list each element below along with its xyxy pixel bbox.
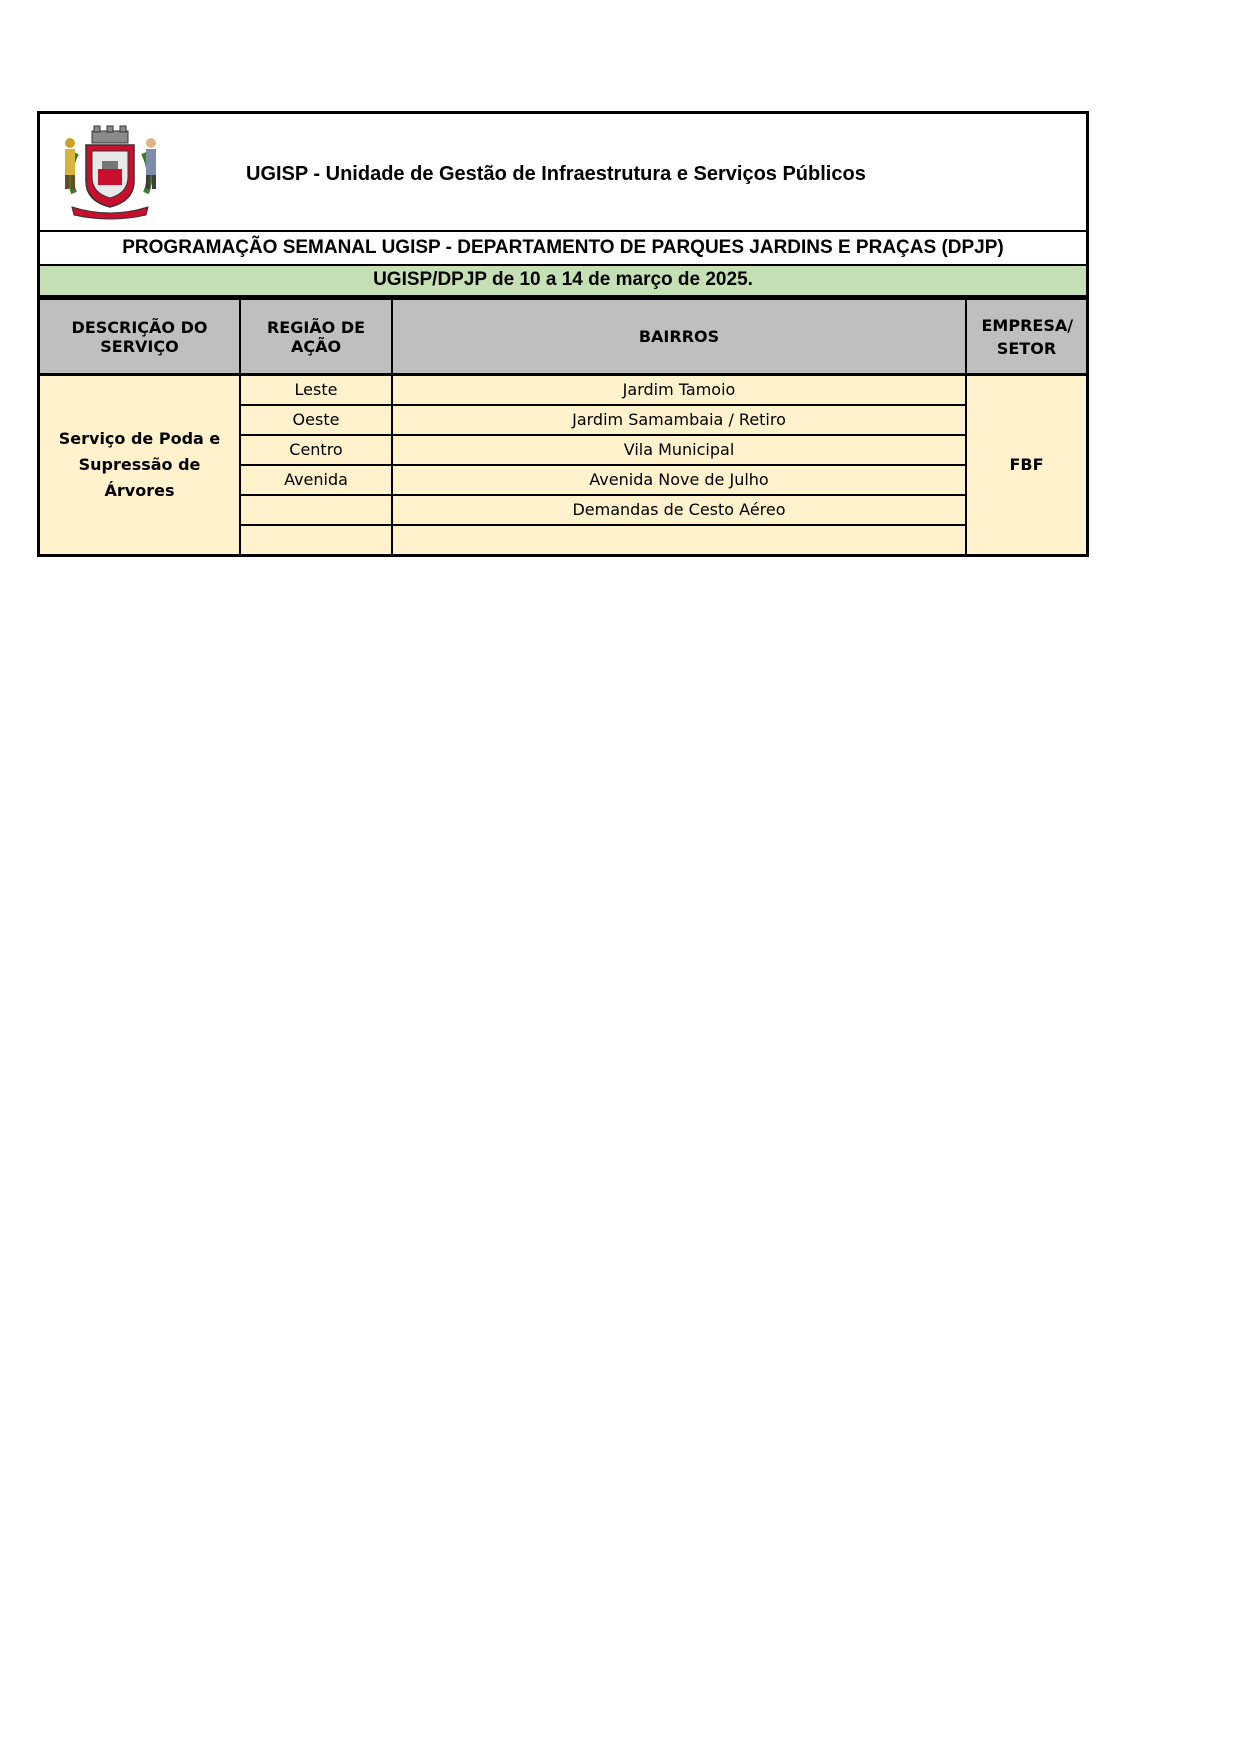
schedule-sheet [37,111,1089,557]
company-cell: FBF [966,375,1086,555]
neighborhood-cell: Avenida Nove de Julho [392,465,966,495]
neighborhood-cell: Jardim Samambaia / Retiro [392,405,966,435]
service-description: Serviço de Poda e Supressão de Árvores [40,375,240,555]
column-header-company [966,299,1086,375]
column-header-service: DESCRIÇÃO DO SERVIÇO [40,299,240,375]
region-cell [240,525,392,554]
table-row [40,375,1086,406]
region-cell: Centro [240,435,392,465]
schedule-table [40,298,1086,554]
schedule-frame [37,111,1089,557]
region-cell: Leste [240,375,392,406]
neighborhood-cell: Demandas de Cesto Aéreo [392,495,966,525]
document-header [40,114,1086,232]
column-header-region: REGIÃO DE AÇÃO [240,299,392,375]
neighborhood-cell: Jardim Tamoio [392,375,966,406]
region-cell: Oeste [240,405,392,435]
neighborhood-cell: Vila Municipal [392,435,966,465]
column-header-neighborhoods: BAIRROS [392,299,966,375]
date-range-band: UGISP/DPJP de 10 a 14 de março de 2025. [40,266,1086,298]
program-title: PROGRAMAÇÃO SEMANAL UGISP - DEPARTAMENTO DE PARQUES JARDINS E PRAÇAS (DPJP) [40,232,1086,266]
header-title: UGISP - Unidade de Gestão de Infraestrutura e Serviços Públicos [246,163,866,185]
region-cell [240,495,392,525]
coat-of-arms-icon [54,123,166,221]
region-cell: Avenida [240,465,392,495]
column-header-company-label: EMPRESA/ SETOR [981,315,1074,358]
neighborhood-cell [392,525,966,554]
